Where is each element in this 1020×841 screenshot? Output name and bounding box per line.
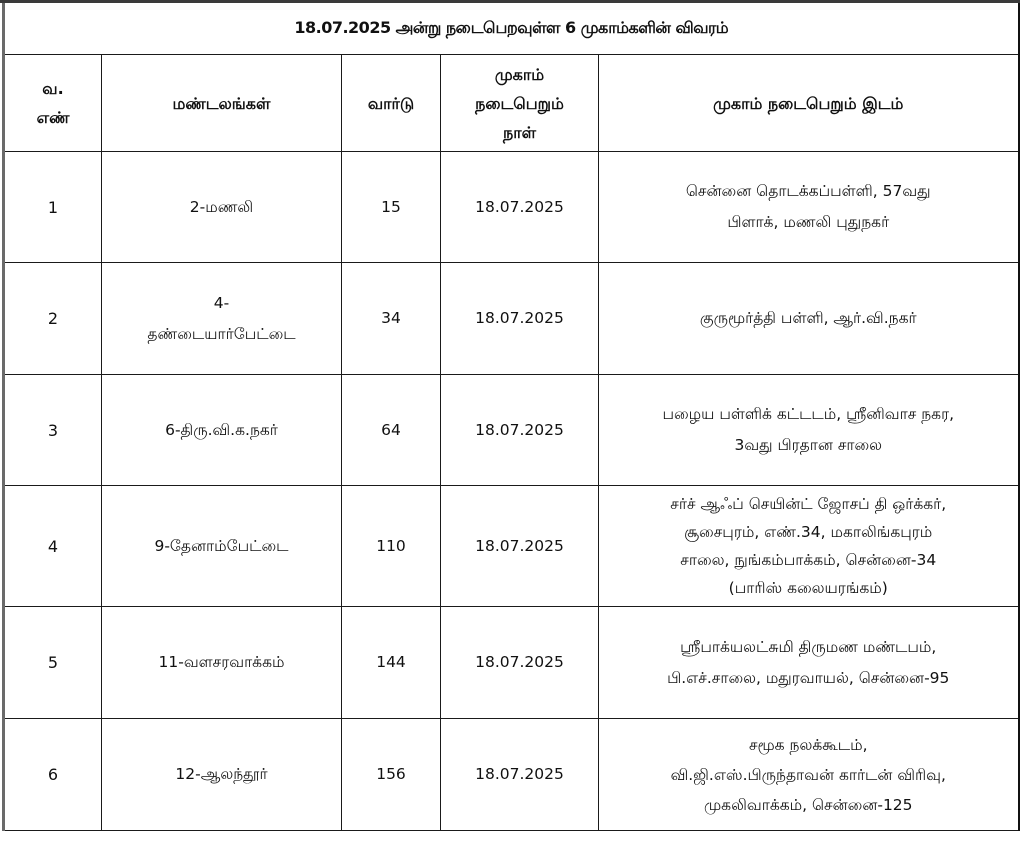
camp-schedule-table bbox=[2, 3, 1020, 831]
venue-cell bbox=[599, 263, 1019, 375]
camp-date-cell: 18.07.2025 bbox=[441, 375, 599, 486]
camp-date-cell: 18.07.2025 bbox=[441, 152, 599, 263]
ward-cell: 34 bbox=[342, 263, 441, 375]
serial-no-header-line1: வ. bbox=[42, 79, 64, 98]
serial-no-cell: 3 bbox=[4, 375, 102, 486]
venue-line: சூசைபுரம், எண்.34, மகாலிங்கபுரம் bbox=[684, 523, 933, 541]
table-row bbox=[4, 486, 1019, 607]
zone-cell: 9-தேனாம்பேட்டை bbox=[102, 486, 342, 607]
venue-line: குருமூர்த்தி பள்ளி, ஆர்.வி.நகர் bbox=[699, 309, 917, 327]
camp-date-cell: 18.07.2025 bbox=[441, 263, 599, 375]
serial-no-cell: 1 bbox=[4, 152, 102, 263]
camp-date-cell: 18.07.2025 bbox=[441, 486, 599, 607]
zone-cell bbox=[102, 263, 342, 375]
ward-cell: 64 bbox=[342, 375, 441, 486]
venue-line: பி.எச்.சாலை, மதுரவாயல், சென்னை-95 bbox=[667, 668, 950, 687]
ward-cell: 156 bbox=[342, 719, 441, 831]
zone-line2: தண்டையார்பேட்டை bbox=[147, 324, 296, 343]
serial-no-cell: 5 bbox=[4, 607, 102, 719]
venue-line: வி.ஜி.எஸ்.பிருந்தாவன் கார்டன் விரிவு, bbox=[670, 765, 946, 784]
table-row bbox=[4, 263, 1019, 375]
ward-cell: 15 bbox=[342, 152, 441, 263]
venue-line: சமூக நலக்கூடம், bbox=[748, 735, 868, 754]
venue-line: சர்ச் ஆஃப் செயின்ட் ஜோசப் தி ஒர்க்கர், bbox=[670, 495, 947, 513]
serial-no-cell: 2 bbox=[4, 263, 102, 375]
table-row bbox=[4, 719, 1019, 831]
venue-line: பழைய பள்ளிக் கட்டடம், ஸ்ரீனிவாச நகர, bbox=[662, 405, 955, 423]
venue-cell bbox=[599, 152, 1019, 263]
camp-date-cell: 18.07.2025 bbox=[441, 607, 599, 719]
venue-line: சாலை, நுங்கம்பாக்கம், சென்னை-34 bbox=[680, 551, 937, 569]
column-header-camp-date bbox=[441, 55, 599, 152]
venue-line: ஸ்ரீபாக்யலட்சுமி திருமண மண்டபம், bbox=[680, 637, 937, 656]
zone-cell: 2-மணலி bbox=[102, 152, 342, 263]
venue-cell bbox=[599, 486, 1019, 607]
venue-line: பிளாக், மணலி புதுநகர் bbox=[727, 213, 890, 231]
ward-cell: 144 bbox=[342, 607, 441, 719]
document-title: 18.07.2025 அன்று நடைபெறவுள்ள 6 முகாம்களின் விவரம் bbox=[4, 3, 1019, 55]
table-row bbox=[4, 375, 1019, 486]
camp-date-header-line3: நாள் bbox=[502, 122, 537, 142]
zone-line1: 4- bbox=[213, 293, 230, 312]
venue-line: சென்னை தொடக்கப்பள்ளி, 57வது bbox=[685, 182, 931, 200]
ward-cell: 110 bbox=[342, 486, 441, 607]
table-row bbox=[4, 152, 1019, 263]
camp-date-header-line2: நடைபெறும் bbox=[475, 93, 564, 113]
header-row bbox=[4, 55, 1019, 152]
column-header-zones: மண்டலங்கள் bbox=[102, 55, 342, 152]
serial-no-cell: 6 bbox=[4, 719, 102, 831]
venue-cell bbox=[599, 719, 1019, 831]
column-header-venue: முகாம் நடைபெறும் இடம் bbox=[599, 55, 1019, 152]
column-header-serial-no bbox=[4, 55, 102, 152]
zone-cell: 6-திரு.வி.க.நகர் bbox=[102, 375, 342, 486]
camp-date-cell: 18.07.2025 bbox=[441, 719, 599, 831]
table-row bbox=[4, 607, 1019, 719]
zone-cell: 11-வளசரவாக்கம் bbox=[102, 607, 342, 719]
serial-no-cell: 4 bbox=[4, 486, 102, 607]
zone-cell: 12-ஆலந்தூர் bbox=[102, 719, 342, 831]
venue-line: 3வது பிரதான சாலை bbox=[734, 436, 883, 454]
camp-date-header-line1: முகாம் bbox=[494, 64, 545, 84]
caption-row bbox=[4, 3, 1019, 55]
venue-line: முகலிவாக்கம், சென்னை-125 bbox=[703, 795, 913, 814]
venue-cell bbox=[599, 375, 1019, 486]
venue-cell bbox=[599, 607, 1019, 719]
serial-no-header-line2: எண் bbox=[36, 108, 70, 127]
venue-line: (பாரிஸ் கலையரங்கம்) bbox=[728, 579, 888, 597]
column-header-ward: வார்டு bbox=[342, 55, 441, 152]
